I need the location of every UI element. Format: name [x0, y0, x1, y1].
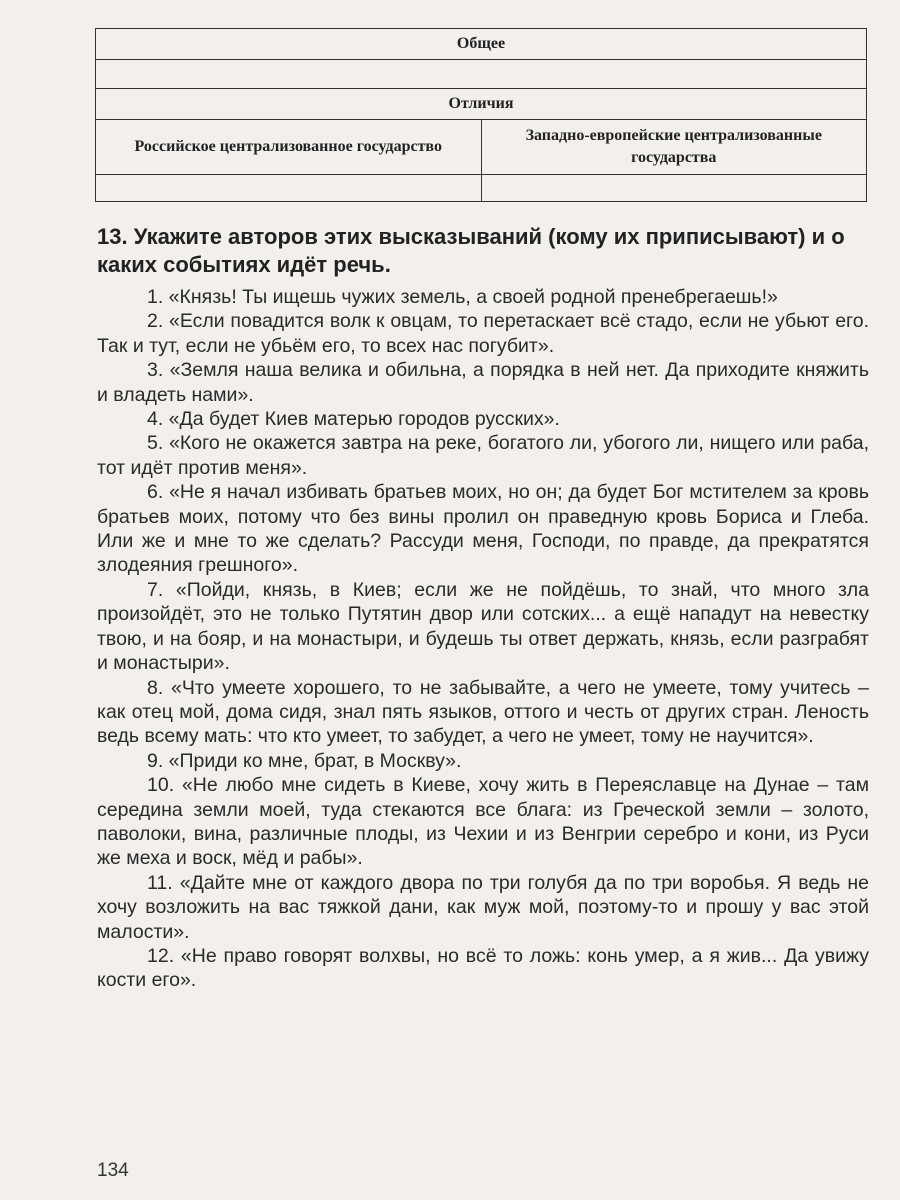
- question-text: Укажите авторов этих высказываний (кому их приписывают) и о каких событиях идёт речь.: [97, 224, 845, 277]
- western-states-header: [481, 120, 867, 175]
- page-number: 134: [97, 1160, 129, 1181]
- quote-9: 9. «Приди ко мне, брат, в Москву».: [147, 749, 462, 772]
- quote-5: 5. «Кого не окажется завтра на реке, богатого ли, убогого ли, нищего или раба, тот идёт против меня».: [97, 432, 869, 479]
- western-states-label: Западно-европейские централизованные государства: [525, 127, 822, 166]
- question-number: 13.: [97, 224, 128, 249]
- quote-12: 12. «Не право говорят волхвы, но всё то ложь: конь умер, а я жив... Да увижу кости его».: [97, 944, 869, 992]
- quote-1: 1. «Князь! Ты ищешь чужих земель, а своей родной пренебрегаешь!»: [147, 286, 778, 308]
- russian-state-label: Российское централизованное государство: [134, 138, 442, 155]
- common-empty-cell: [96, 60, 867, 89]
- differences-header: Отличия: [96, 89, 867, 120]
- russian-state-empty-cell: [96, 175, 482, 202]
- common-header: Общее: [96, 29, 867, 60]
- quote-3: 3. «Земля наша велика и обильна, а порядка в ней нет. Да приходите княжить и владеть нами».: [97, 359, 869, 406]
- comparison-table: [95, 28, 867, 202]
- quote-2: 2. «Если повадится волк к овцам, то перетаскает всё стадо, если не убьют его. Так и тут, если не убьём его, то всех нас погубит».: [97, 310, 869, 357]
- quote-10: 10. «Не любо мне сидеть в Киеве, хочу жить в Переяславце на Дунае – там середина земли моей, туда стекаются все блага: из Греческой земли – золото, паволоки, вина, различные плоды, из Чехии и из Венгрии серебро и кони, из Руси же меха и воск, мёд и рабы».: [97, 774, 869, 870]
- question-13: [97, 223, 872, 279]
- quote-8: 8. «Что умеете хорошего, то не забывайте, а чего не умеете, тому учитесь – как отец мой, дома сидя, знал пять языков, оттого и честь от других стран. Леность ведь всему мать: что кто умеет, то забудет, а чего не умеет, тому не научится».: [97, 676, 869, 748]
- quote-6: 6. «Не я начал избивать братьев моих, но он; да будет Бог мстителем за кровь братьев моих, потому что без вины пролил он праведную кровь Бориса и Глеба. Или же и мне то же сделать? Рассуди меня, Господи, по правде, да прекратятся злодеяния грешного».: [97, 481, 869, 577]
- quote-7: 7. «Пойди, князь, в Киев; если же не пойдёшь, то знай, что много зла произойдёт, это не только Путятин двор или сотских... а ещё нападут на невестку твою, и на бояр, и на монастыри, и будешь ты ответ держать, князь, если разграбят и монастыри».: [97, 578, 869, 675]
- quote-11: 11. «Дайте мне от каждого двора по три голубя да по три воробья. Я ведь не хочу возложить на вас тяжкой дани, как муж мой, поэтому-то и прошу у вас этой малости».: [97, 871, 869, 943]
- russian-state-header: [96, 120, 482, 175]
- western-states-empty-cell: [481, 175, 867, 202]
- quotes-list: [97, 285, 869, 993]
- quote-4: 4. «Да будет Киев матерью городов русских».: [147, 408, 560, 431]
